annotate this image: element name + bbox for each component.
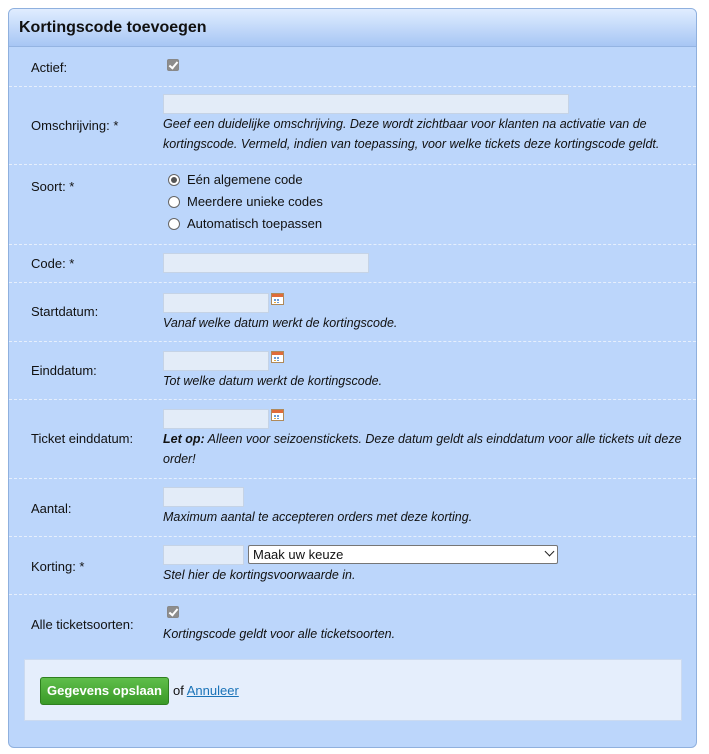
chevron-down-icon (545, 547, 555, 557)
alle-ticketsoorten-label: Alle ticketsoorten: (31, 617, 134, 632)
einddatum-input[interactable] (163, 351, 269, 371)
row-ticket-einddatum (9, 400, 696, 479)
soort-option-automatisch[interactable] (163, 213, 688, 235)
korting-label: Korting: * (31, 559, 85, 574)
ticket-einddatum-help (163, 429, 683, 469)
discount-code-panel (8, 8, 697, 748)
omschrijving-label: Omschrijving: * (31, 118, 119, 133)
korting-help: Stel hier de kortingsvoorwaarde in. (163, 568, 356, 582)
soort-option-label: Eén algemene code (187, 172, 303, 187)
soort-option-label: Meerdere unieke codes (187, 194, 323, 209)
radio-selected[interactable] (168, 174, 180, 186)
radio-unselected[interactable] (168, 196, 180, 208)
row-startdatum (9, 283, 696, 342)
alle-ticketsoorten-help: Kortingscode geldt voor alle ticketsoorten. (163, 627, 396, 641)
calendar-icon[interactable] (271, 351, 284, 363)
row-korting (9, 537, 696, 595)
code-input[interactable] (163, 253, 369, 273)
calendar-icon[interactable] (271, 409, 284, 421)
actief-label: Actief: (31, 60, 68, 75)
row-soort (9, 165, 696, 245)
soort-option-algemene[interactable] (163, 169, 688, 191)
or-text: of (173, 683, 184, 698)
startdatum-input[interactable] (163, 293, 269, 313)
startdatum-help: Vanaf welke datum werkt de kortingscode. (163, 316, 398, 330)
code-label: Code: * (31, 256, 75, 271)
einddatum-label: Einddatum: (31, 363, 97, 378)
row-einddatum (9, 342, 696, 400)
korting-select[interactable] (248, 545, 558, 564)
panel-title: Kortingscode toevoegen (9, 9, 696, 47)
save-button[interactable]: Gegevens opslaan (40, 677, 169, 705)
einddatum-help: Tot welke datum werkt de kortingscode. (163, 374, 383, 388)
alle-ticketsoorten-checkbox[interactable] (167, 606, 179, 618)
row-actief (9, 47, 696, 87)
omschrijving-help: Geef een duidelijke omschrijving. Deze wordt zichtbaar voor klanten na activatie van de kortingscode. Vermeld, indien van toepassing, voor welke tickets deze kortingscode geldt. (163, 117, 660, 151)
ticket-einddatum-input[interactable] (163, 409, 269, 429)
soort-option-unieke[interactable] (163, 191, 688, 213)
row-omschrijving (9, 87, 696, 165)
form-actions (24, 659, 682, 721)
aantal-help: Maximum aantal te accepteren orders met deze korting. (163, 510, 473, 524)
row-aantal (9, 479, 696, 537)
aantal-input[interactable] (163, 487, 244, 507)
help-text: Alleen voor seizoenstickets. Deze datum geldt als einddatum voor alle tickets uit deze order! (163, 432, 682, 466)
korting-select-value: Maak uw keuze (253, 547, 344, 562)
footer-actions-text (173, 683, 239, 698)
row-code (9, 245, 696, 283)
actief-checkbox[interactable] (167, 59, 179, 71)
calendar-icon[interactable] (271, 293, 284, 305)
ticket-einddatum-label: Ticket einddatum: (31, 431, 134, 446)
soort-label: Soort: * (31, 179, 75, 194)
aantal-label: Aantal: (31, 501, 72, 516)
cancel-link[interactable]: Annuleer (186, 683, 239, 698)
radio-unselected[interactable] (168, 218, 180, 230)
row-alle-ticketsoorten (9, 595, 696, 655)
soort-option-label: Automatisch toepassen (187, 216, 323, 231)
korting-input[interactable] (163, 545, 244, 565)
startdatum-label: Startdatum: (31, 304, 99, 319)
help-emphasis: Let op: (163, 432, 205, 446)
omschrijving-input[interactable] (163, 94, 569, 114)
